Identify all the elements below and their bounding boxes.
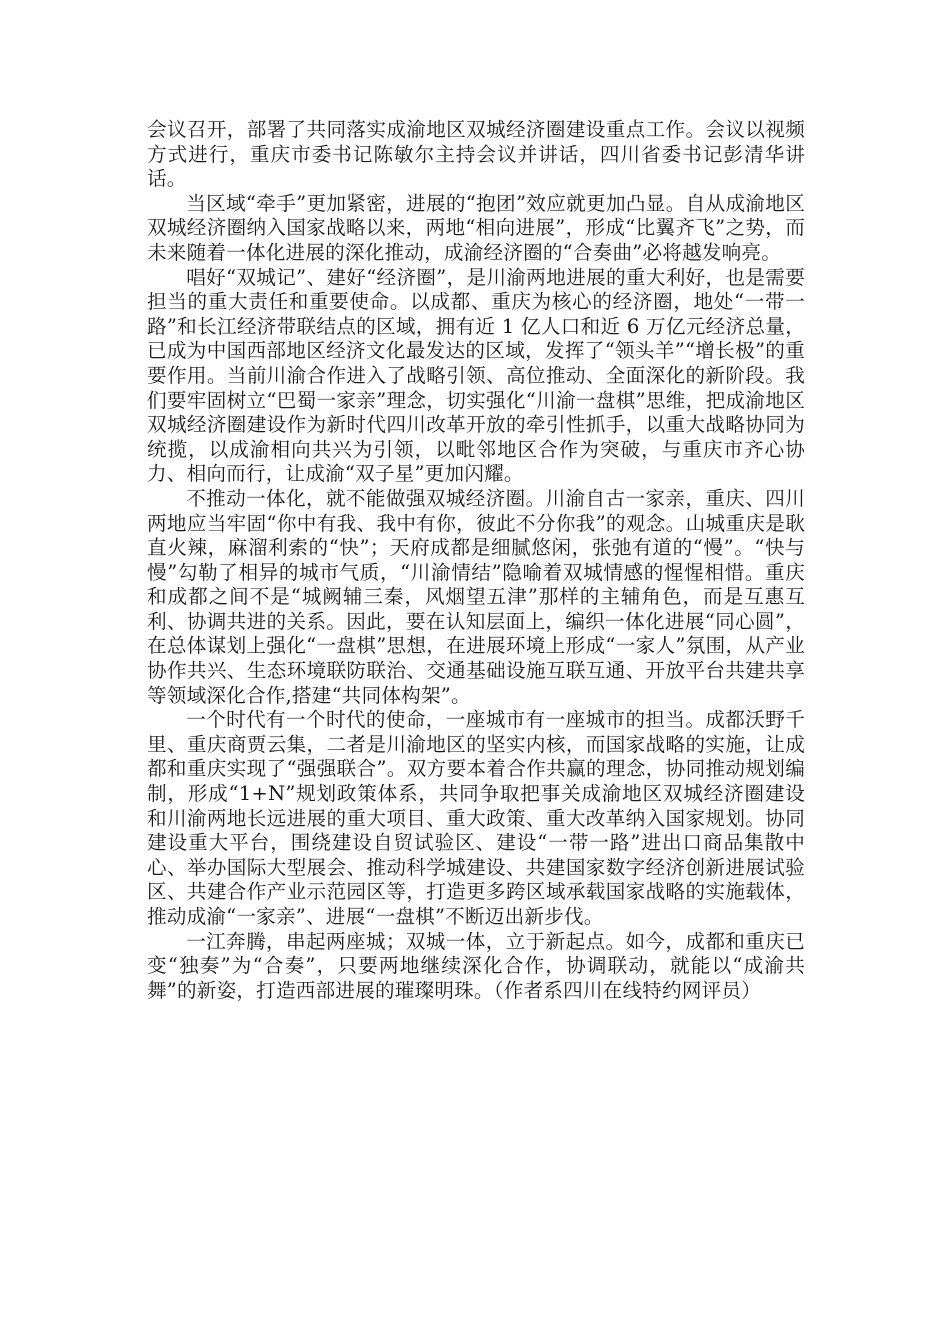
- paragraph-3: 唱好“双城记”、建好“经济圈”，是川渝两地进展的重大利好，也是需要担当的重大责任和重要使命。以成都、重庆为核心的经济圈，地处“一带一路”和长江经济带联结点的区域，拥有近 1 亿人口和近 6 万亿元经济总量，已成为中国西部地区经济文化最发达的区域，发挥了“领头羊”“增长极”的重要作用。当前川渝合作进入了战略引领、高位推动、全面深化的新阶段。我们要牢固树立“巴蜀一家亲”理念，切实强化“川渝一盘棋”思维，把成渝地区双城经济圈建设作为新时代四川改革开放的牵引性抓手，以重大战略协同为统揽，以成渝相向共兴为引领，以毗邻地区合作为突破，与重庆市齐心协力、相向而行，让成渝“双子星”更加闪耀。: [147, 265, 805, 486]
- paragraph-1: 会议召开，部署了共同落实成渝地区双城经济圈建设重点工作。会议以视频方式进行，重庆市委书记陈敏尔主持会议并讲话，四川省委书记彭清华讲话。: [147, 118, 805, 191]
- article-body: [147, 118, 805, 1003]
- paragraph-4: 不推动一体化，就不能做强双城经济圈。川渝自古一家亲，重庆、四川两地应当牢固“你中有我、我中有你，彼此不分你我”的观念。山城重庆是耿直火辣，麻溜利索的“快”；天府成都是细腻悠闲，张弛有道的“慢”。“快与慢”勾勒了相异的城市气质，“川渝情结”隐喻着双城情感的惺惺相惜。重庆和成都之间不是“城阙辅三秦，风烟望五津”那样的主辅角色，而是互惠互利、协调共进的关系。因此，要在认知层面上，编织一体化进展“同心圆”，在总体谋划上强化“一盘棋”思想，在进展环境上形成“一家人”氛围，从产业协作共兴、生态环境联防联治、交通基础设施互联互通、开放平台共建共享等领域深化合作,搭建“共同体构架”。: [147, 486, 805, 707]
- paragraph-5: 一个时代有一个时代的使命，一座城市有一座城市的担当。成都沃野千里、重庆商贾云集，二者是川渝地区的坚实内核，而国家战略的实施，让成都和重庆实现了“强强联合”。双方要本着合作共赢的理念，协同推动规划编制，形成“1+N”规划政策体系，共同争取把事关成渝地区双城经济圈建设和川渝两地长远进展的重大项目、重大政策、重大改革纳入国家规划。协同建设重大平台，围绕建设自贸试验区、建设“一带一路”进出口商品集散中心、举办国际大型展会、推动科学城建设、共建国家数字经济创新进展试验区、共建合作产业示范园区等，打造更多跨区域承载国家战略的实施载体，推动成渝“一家亲”、进展“一盘棋”不断迈出新步伐。: [147, 708, 805, 928]
- paragraph-6: 一江奔腾，串起两座城；双城一体，立于新起点。如今，成都和重庆已变“独奏”为“合奏”，只要两地继续深化合作，协调联动，就能以“成渝共舞”的新姿，打造西部进展的璀璨明珠。（作者系四川在线特约网评员）: [147, 929, 805, 1002]
- paragraph-2: 当区域“牵手”更加紧密，进展的“抱团”效应就更加凸显。自从成渝地区双城经济圈纳入国家战略以来，两地“相向进展”，形成“比翼齐飞”之势，而未来随着一体化进展的深化推动，成渝经济圈的“合奏曲”必将越发响亮。: [147, 191, 805, 264]
